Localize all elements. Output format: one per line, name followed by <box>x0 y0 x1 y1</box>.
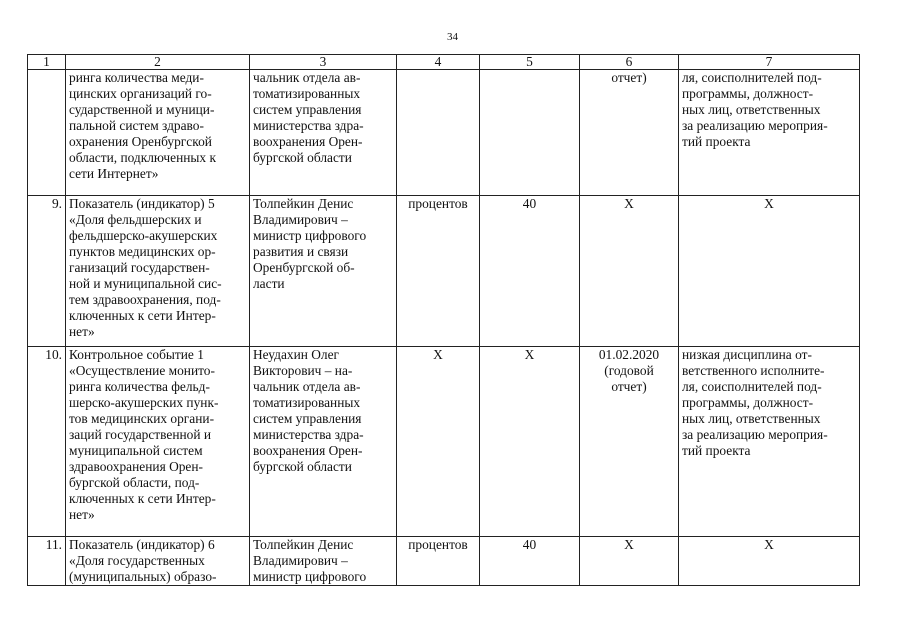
risk-cell: Х <box>679 537 860 586</box>
table-row <box>28 537 860 586</box>
risk-cell: ля, соисполнителей под- программы, должност- ных лиц, ответственных за реализацию мероприя- тий проекта <box>679 70 860 196</box>
risk-cell: низкая дисциплина от- ветственного исполните- ля, соисполнителей под- программы, должност- ных лиц, ответственных за реализацию мероприя- тий проекта <box>679 347 860 537</box>
responsible-person: Неудахин Олег Викторович – на- чальник отдела ав- томатизированных систем управления министерства здра- воохранения Орен- бургской области <box>250 347 397 537</box>
unit-cell: процентов <box>397 196 480 347</box>
indicator-table <box>27 54 860 586</box>
col-header-2: 2 <box>66 55 250 70</box>
responsible-person: Толпейкин Денис Владимирович – министр цифрового <box>250 537 397 586</box>
responsible-person: Толпейкин Денис Владимирович – министр цифрового развития и связи Оренбургской об- ласти <box>250 196 397 347</box>
unit-cell: процентов <box>397 537 480 586</box>
risk-cell: Х <box>679 196 860 347</box>
header-row <box>28 55 860 70</box>
col-header-1: 1 <box>28 55 66 70</box>
indicator-name: ринга количества меди- цинских организаций го- сударственной и муници- пальной систем здраво- охранения Оренбургской области, подключенных к сети Интернет» <box>66 70 250 196</box>
col-header-6: 6 <box>580 55 679 70</box>
deadline-cell: отчет) <box>580 70 679 196</box>
value-cell: 40 <box>480 196 580 347</box>
unit-cell <box>397 70 480 196</box>
value-cell: 40 <box>480 537 580 586</box>
deadline-cell: Х <box>580 196 679 347</box>
row-number: 9. <box>28 196 66 347</box>
col-header-5: 5 <box>480 55 580 70</box>
row-number: 11. <box>28 537 66 586</box>
indicator-name: Показатель (индикатор) 6 «Доля государственных (муниципальных) образо- <box>66 537 250 586</box>
deadline-cell: Х <box>580 537 679 586</box>
row-number: 10. <box>28 347 66 537</box>
col-header-7: 7 <box>679 55 860 70</box>
table-row <box>28 347 860 537</box>
indicator-name: Показатель (индикатор) 5 «Доля фельдшерских и фельдшерско-акушерских пунктов медицинских ор- ганизаций государствен- ной и муниципальной сис- тем здравоохранения, под- ключенных к сети Интер- нет» <box>66 196 250 347</box>
value-cell: Х <box>480 347 580 537</box>
deadline-cell: 01.02.2020 (годовой отчет) <box>580 347 679 537</box>
indicator-name: Контрольное событие 1 «Осуществление монито- ринга количества фельд- шерско-акушерских пунк- тов медицинских органи- заций государственной и муниципальной систем здравоохранения Орен- бургской области, под- ключенных к сети Интер- нет» <box>66 347 250 537</box>
col-header-4: 4 <box>397 55 480 70</box>
table-row <box>28 70 860 196</box>
col-header-3: 3 <box>250 55 397 70</box>
unit-cell: Х <box>397 347 480 537</box>
value-cell <box>480 70 580 196</box>
table-row <box>28 196 860 347</box>
page-number: 34 <box>447 31 458 43</box>
row-number <box>28 70 66 196</box>
responsible-person: чальник отдела ав- томатизированных систем управления министерства здра- воохранения Орен- бургской области <box>250 70 397 196</box>
